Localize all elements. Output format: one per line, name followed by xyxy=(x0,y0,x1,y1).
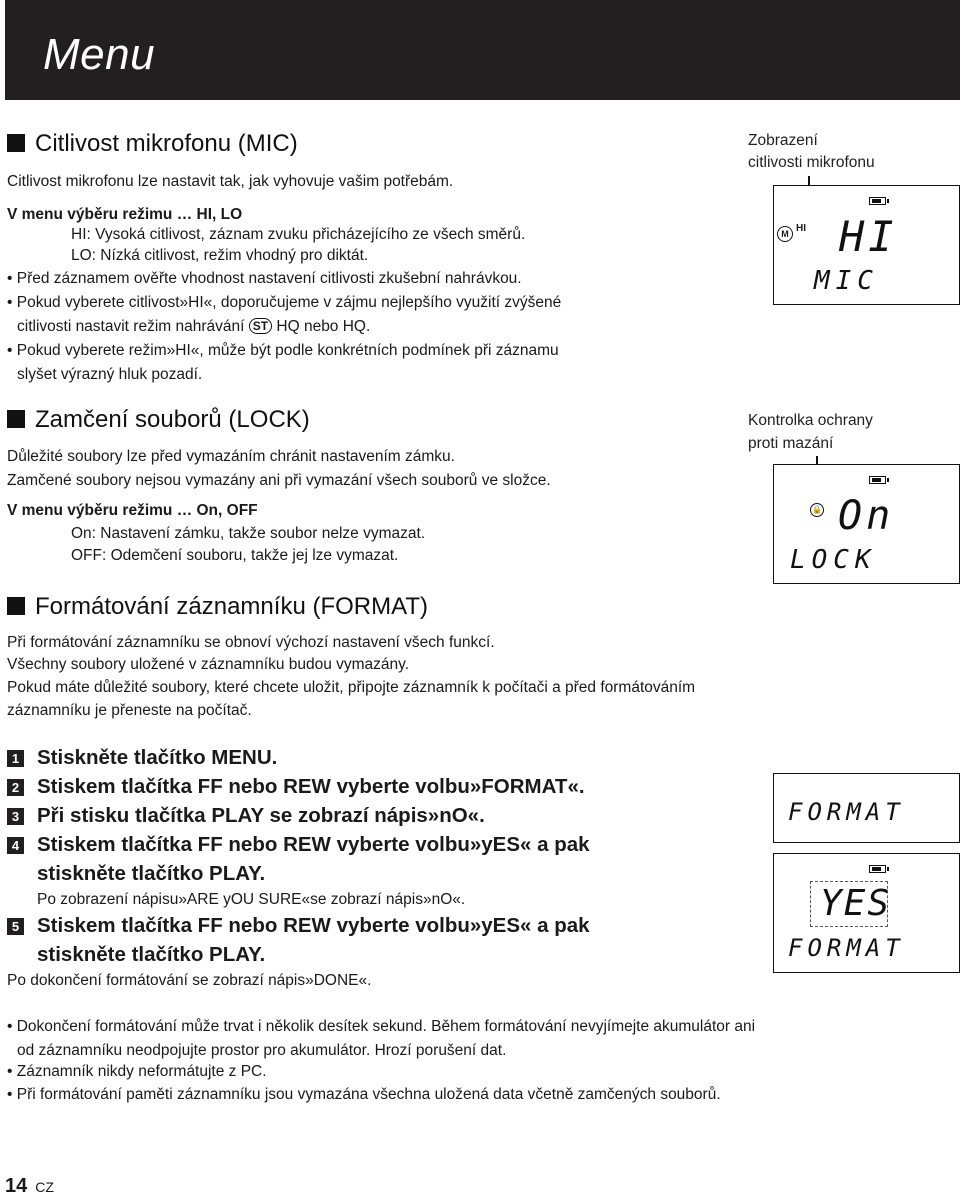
format-done-note: Po dokončení formátování se zobrazí nápis»DONE«. xyxy=(7,972,372,989)
lock-caption-line1: Kontrolka ochrany xyxy=(748,412,873,429)
format-heading xyxy=(7,593,428,621)
format-step-2 xyxy=(7,775,585,799)
mic-lcd-sub: MIC xyxy=(814,266,879,296)
mic-bullet-3b: slyšet výrazný hluk pozadí. xyxy=(17,366,203,383)
lock-heading xyxy=(7,406,310,434)
section-square-icon xyxy=(7,597,25,615)
mic-sensitivity-icon: M xyxy=(777,226,793,242)
format-title: Formátování záznamníku (FORMAT) xyxy=(35,593,428,620)
step-text: Stiskem tlačítka FF nebo REW vyberte volbu»FORMAT«. xyxy=(37,775,585,798)
format-p2: Všechny soubory uložené v záznamníku budou vymazány. xyxy=(7,656,410,673)
step-number: 5 xyxy=(7,918,24,935)
format-note-1b: od záznamníku neodpojujte prostor pro akumulátor. Hrozí porušení dat. xyxy=(17,1042,507,1059)
mic-lcd-main: HI xyxy=(839,212,898,261)
mic-bullet-2b-text: citlivosti nastavit režim nahrávání xyxy=(17,318,245,335)
format-step-4-note: Po zobrazení nápisu»ARE yOU SURE«se zobrazí nápis»nO«. xyxy=(37,891,466,908)
page-number: 14 xyxy=(5,1175,28,1197)
format-lcd-2-sub: FORMAT xyxy=(788,934,905,962)
lock-title: Zamčení souborů (LOCK) xyxy=(35,406,310,433)
format-note-2: • Záznamník nikdy neformátujte z PC. xyxy=(7,1063,267,1080)
footer xyxy=(5,1175,54,1198)
lock-off-desc: OFF: Odemčení souboru, takže jej lze vymazat. xyxy=(71,547,399,564)
page-header xyxy=(5,0,960,100)
format-step-5 xyxy=(7,914,590,938)
mic-lcd-display xyxy=(773,185,960,305)
mic-hi-desc: HI: Vysoká citlivost, záznam zvuku přicházejícího ze všech směrů. xyxy=(71,226,526,243)
mic-menu-label: V menu výběru režimu … HI, LO xyxy=(7,206,243,223)
mic-bullet-1: • Před záznamem ověřte vhodnost nastavení citlivosti zkušební nahrávkou. xyxy=(7,270,522,287)
mic-bullet-2b-end: HQ nebo HQ. xyxy=(276,318,371,335)
step-text: Stiskněte tlačítko MENU. xyxy=(37,746,278,769)
language-code: CZ xyxy=(35,1179,54,1195)
mic-hi-badge: HI xyxy=(796,223,806,234)
step-text: Při stisku tlačítka PLAY se zobrazí nápis»nO«. xyxy=(37,804,485,827)
format-p1: Při formátování záznamníku se obnoví výchozí nastavení všech funkcí. xyxy=(7,634,495,651)
format-lcd-2-main: YES xyxy=(820,883,892,924)
battery-icon xyxy=(869,865,886,873)
format-lcd-display-2 xyxy=(773,853,960,973)
step-number: 1 xyxy=(7,750,24,767)
mic-heading xyxy=(7,130,298,158)
format-step-4-cont: stiskněte tlačítko PLAY. xyxy=(37,862,266,885)
lock-menu-label: V menu výběru režimu … On, OFF xyxy=(7,502,258,519)
section-square-icon xyxy=(7,410,25,428)
battery-icon xyxy=(869,197,886,205)
step-text: Stiskem tlačítka FF nebo REW vyberte volbu»yES« a pak xyxy=(37,833,590,856)
lock-lcd-sub: LOCK xyxy=(790,545,877,575)
lock-p1: Důležité soubory lze před vymazáním chránit nastavením zámku. xyxy=(7,448,455,465)
lock-caption-line2: proti mazání xyxy=(748,435,834,452)
format-step-4 xyxy=(7,833,590,857)
st-mode-icon: ST xyxy=(249,318,272,334)
lock-icon: 🔒 xyxy=(810,503,824,517)
step-number: 2 xyxy=(7,779,24,796)
format-lcd-1-text: FORMAT xyxy=(788,798,905,826)
format-p4: záznamníku je přeneste na počítač. xyxy=(7,702,252,719)
format-note-1a: • Dokončení formátování může trvat i několik desítek sekund. Během formátování nevyjímejte akumulátor ani xyxy=(7,1018,756,1035)
format-p3: Pokud máte důležité soubory, které chcete uložit, připojte záznamník k počítači a před formátováním xyxy=(7,679,696,696)
mic-caption-line1: Zobrazení xyxy=(748,132,818,149)
mic-bullet-3a: • Pokud vyberete režim»HI«, může být podle konkrétních podmínek při záznamu xyxy=(7,342,559,359)
page-title: Menu xyxy=(43,30,156,79)
mic-intro: Citlivost mikrofonu lze nastavit tak, jak vyhovuje vašim potřebám. xyxy=(7,173,454,190)
format-step-3 xyxy=(7,804,485,828)
lock-on-desc: On: Nastavení zámku, takže soubor nelze vymazat. xyxy=(71,525,426,542)
format-step-1 xyxy=(7,746,277,770)
mic-caption-line2: citlivosti mikrofonu xyxy=(748,154,875,171)
format-step-5-cont: stiskněte tlačítko PLAY. xyxy=(37,943,266,966)
step-number: 4 xyxy=(7,837,24,854)
lock-p2: Zamčené soubory nejsou vymazány ani při vymazání všech souborů ve složce. xyxy=(7,472,551,489)
lock-lcd-main: On xyxy=(838,493,895,539)
format-lcd-display-1 xyxy=(773,773,960,843)
section-square-icon xyxy=(7,134,25,152)
mic-lo-desc: LO: Nízká citlivost, režim vhodný pro diktát. xyxy=(71,247,369,264)
step-number: 3 xyxy=(7,808,24,825)
mic-bullet-2a: • Pokud vyberete citlivost»HI«, doporučujeme v zájmu nejlepšího využití zvýšené xyxy=(7,294,562,311)
mic-bullet-2b xyxy=(17,318,370,336)
format-note-3: • Při formátování paměti záznamníku jsou vymazána všechna uložená data včetně zamčených souborů. xyxy=(7,1086,721,1103)
mic-title: Citlivost mikrofonu (MIC) xyxy=(35,130,298,157)
battery-icon xyxy=(869,476,886,484)
step-text: Stiskem tlačítka FF nebo REW vyberte volbu»yES« a pak xyxy=(37,914,590,937)
lock-lcd-display xyxy=(773,464,960,584)
